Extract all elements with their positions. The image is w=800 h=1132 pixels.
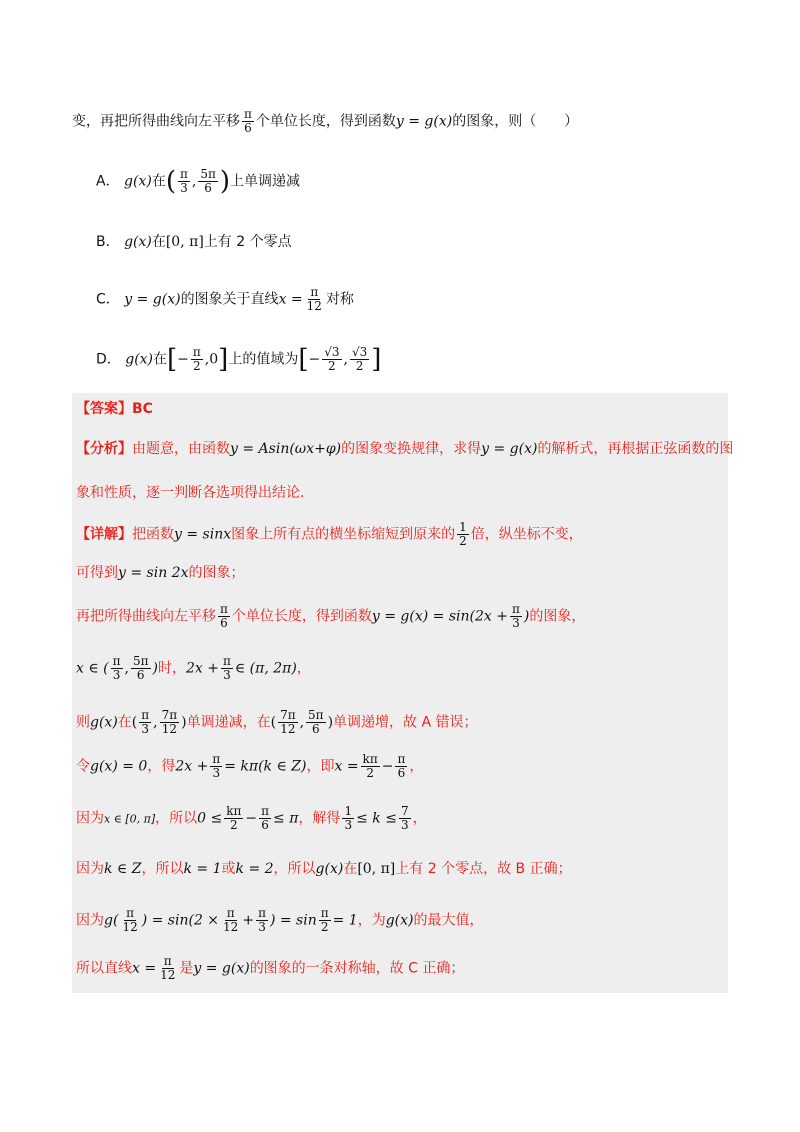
fraction: $\frac{√3}{2}$ — [324, 345, 340, 373]
option-func: g(x) — [125, 351, 154, 368]
detail-line-4: x ∈ ( $\frac{\pi}{3}$ , $\frac{5\pi}{6}$ )时，2x + $\frac{\pi}{3}$ ∈ (π, 2π)， — [76, 654, 311, 682]
answer-line — [76, 399, 153, 419]
option-mid: 的图象关于直线 — [180, 291, 279, 308]
detail-line-10: 所以直线x = $\frac{\pi}{12}$ 是y = g(x)的图象的一条对称轴，故 C 正确； — [76, 954, 465, 982]
detail-line-1: 【详解】把函数y = sinx图象上所有点的横坐标缩短到原来的 $\frac{1}{2}$ 倍，纵坐标不变， — [76, 520, 583, 548]
option-letter: D． — [96, 351, 121, 368]
fraction: $\frac{\pi}{3}$ — [511, 602, 520, 630]
fraction: $\frac{\pi}{12}$ — [306, 285, 322, 313]
fraction: $\frac{\pi}{3}$ — [179, 167, 188, 195]
fraction: $\frac{\pi}{12}$ — [160, 954, 176, 982]
option-func: y = g(x) — [124, 291, 181, 308]
fraction: $\frac{7\pi}{12}$ — [280, 708, 296, 736]
fraction: $\frac{7\pi}{12}$ — [161, 708, 178, 736]
fraction: $\frac{5\pi}{6}$ — [308, 708, 324, 736]
fraction: $\frac{\pi}{6}$ — [261, 804, 270, 832]
fraction: $\frac{k\pi}{2}$ — [226, 804, 242, 832]
fraction: $\frac{\pi}{6}$ — [220, 602, 228, 630]
detail-label: 【详解】 — [76, 526, 132, 543]
option-tail: 上单调递减 — [230, 173, 300, 190]
detail-line-2: 可得到y = sin 2x的图象； — [76, 565, 245, 581]
fraction: $\frac{\pi}{3}$ — [141, 708, 150, 736]
fraction: $\frac{7}{3}$ — [400, 804, 409, 832]
answer-label: 【答案】BC — [76, 401, 153, 417]
stem-function: y = g(x) — [395, 113, 453, 130]
fraction: $\frac{\pi}{3}$ — [222, 654, 231, 682]
fraction: $\frac{1}{3}$ — [344, 804, 353, 832]
option-letter: C． — [96, 291, 120, 308]
analysis-line-2: 象和性质，逐一判断各选项得出结论. — [76, 485, 305, 501]
fraction: $\frac{\pi}{6}$ — [397, 752, 406, 780]
detail-line-9: 因为g( $\frac{\pi}{12}$ ) = sin(2 × $\frac{\pi}{12}$ + $\frac{\pi}{3}$ ) = sin $\frac{\pi}{2}$ = 1，为g(x)的最大值， — [76, 906, 484, 934]
option-word: 在 — [153, 351, 168, 368]
analysis-line: 【分析】由题意，由函数y = Asin(ωx+φ)的图象变换规律，求得y = g(x)的解析式，再根据正弦函数的图 — [76, 441, 734, 457]
fraction: $\frac{\pi}{3}$ — [258, 906, 266, 934]
fraction: $\frac{\pi}{3}$ — [212, 752, 221, 780]
option-mid: 上的值域为 — [228, 351, 299, 368]
option-func: g(x) — [124, 234, 152, 250]
fraction: $\frac{\pi}{12}$ — [122, 906, 138, 934]
fraction: $\frac{\pi}{2}$ — [192, 345, 201, 373]
fraction: $\frac{k\pi}{2}$ — [362, 752, 378, 780]
solution-panel — [72, 393, 734, 993]
option-c: C． y = g(x)的图象关于直线x = $\frac{\pi}{12}$ 对称 — [96, 285, 354, 313]
option-tail: 对称 — [325, 291, 354, 308]
option-a: A． g(x)在( $\frac{\pi}{3}$ , $\frac{5\pi}{6}$ )上单调递减 — [96, 166, 300, 197]
option-letter: A． — [96, 173, 120, 190]
fraction: $\frac{5\pi}{6}$ — [200, 167, 216, 195]
option-func: g(x) — [124, 173, 152, 190]
option-d: D． g(x)在[− $\frac{\pi}{2}$ ,0]上的值域为[− $\frac{√3}{2}$ , $\frac{√3}{2}$ ] — [96, 344, 382, 375]
detail-line-3: 再把所得曲线向左平移 $\frac{\pi}{6}$ 个单位长度，得到函数y = g(x) = sin(2x + $\frac{\pi}{3}$ )的图象， — [76, 602, 586, 630]
fraction: $\frac{\pi}{12}$ — [223, 906, 239, 934]
fraction: $\frac{5\pi}{6}$ — [132, 654, 149, 682]
option-interval: [0, π] — [165, 234, 204, 250]
detail-line-5: 则g(x)在( $\frac{\pi}{3}$ , $\frac{7\pi}{12}$ )单调递减，在( $\frac{7\pi}{12}$ , $\frac{5\pi}{6}$ )单调递增，故 A 错误； — [76, 708, 478, 736]
analysis-label: 【分析】 — [76, 441, 132, 457]
stem-text-c: 的图象，则（ ） — [452, 113, 579, 130]
detail-line-7: 因为x ∈ [0, π]，所以0 ≤ $\frac{k\pi}{2}$ − $\frac{\pi}{6}$ ≤ π，解得 $\frac{1}{3}$ ≤ k ≤ $\frac{7}{3}$ ， — [76, 804, 427, 832]
fraction: $\frac{\pi}{2}$ — [320, 906, 329, 934]
option-word: 在 — [151, 173, 166, 190]
option-b — [96, 232, 292, 252]
detail-line-6: 令g(x) = 0，得2x + $\frac{\pi}{3}$ = kπ(k ∈ Z)，即x = $\frac{k\pi}{2}$ − $\frac{\pi}{6}$ ， — [76, 752, 424, 780]
stem-text-a: 变，再把所得曲线向左平移 — [72, 113, 240, 130]
fraction: $\frac{\pi}{3}$ — [112, 654, 121, 682]
fraction: $\frac{√3}{2}$ — [351, 345, 368, 373]
fraction: $\frac{1}{2}$ — [459, 520, 467, 548]
option-tail: 上有 2 个零点 — [203, 234, 292, 250]
stem-text-b: 个单位长度，得到函数 — [255, 113, 396, 130]
option-letter: B． — [96, 234, 120, 250]
question-stem — [72, 108, 578, 135]
shift-fraction: $\frac{\pi}{6}$ — [244, 107, 252, 135]
detail-line-8: 因为k ∈ Z，所以k = 1或k = 2，所以g(x)在[0, π]上有 2 个零点，故 B 正确； — [76, 861, 572, 877]
option-word: 在 — [151, 234, 166, 250]
